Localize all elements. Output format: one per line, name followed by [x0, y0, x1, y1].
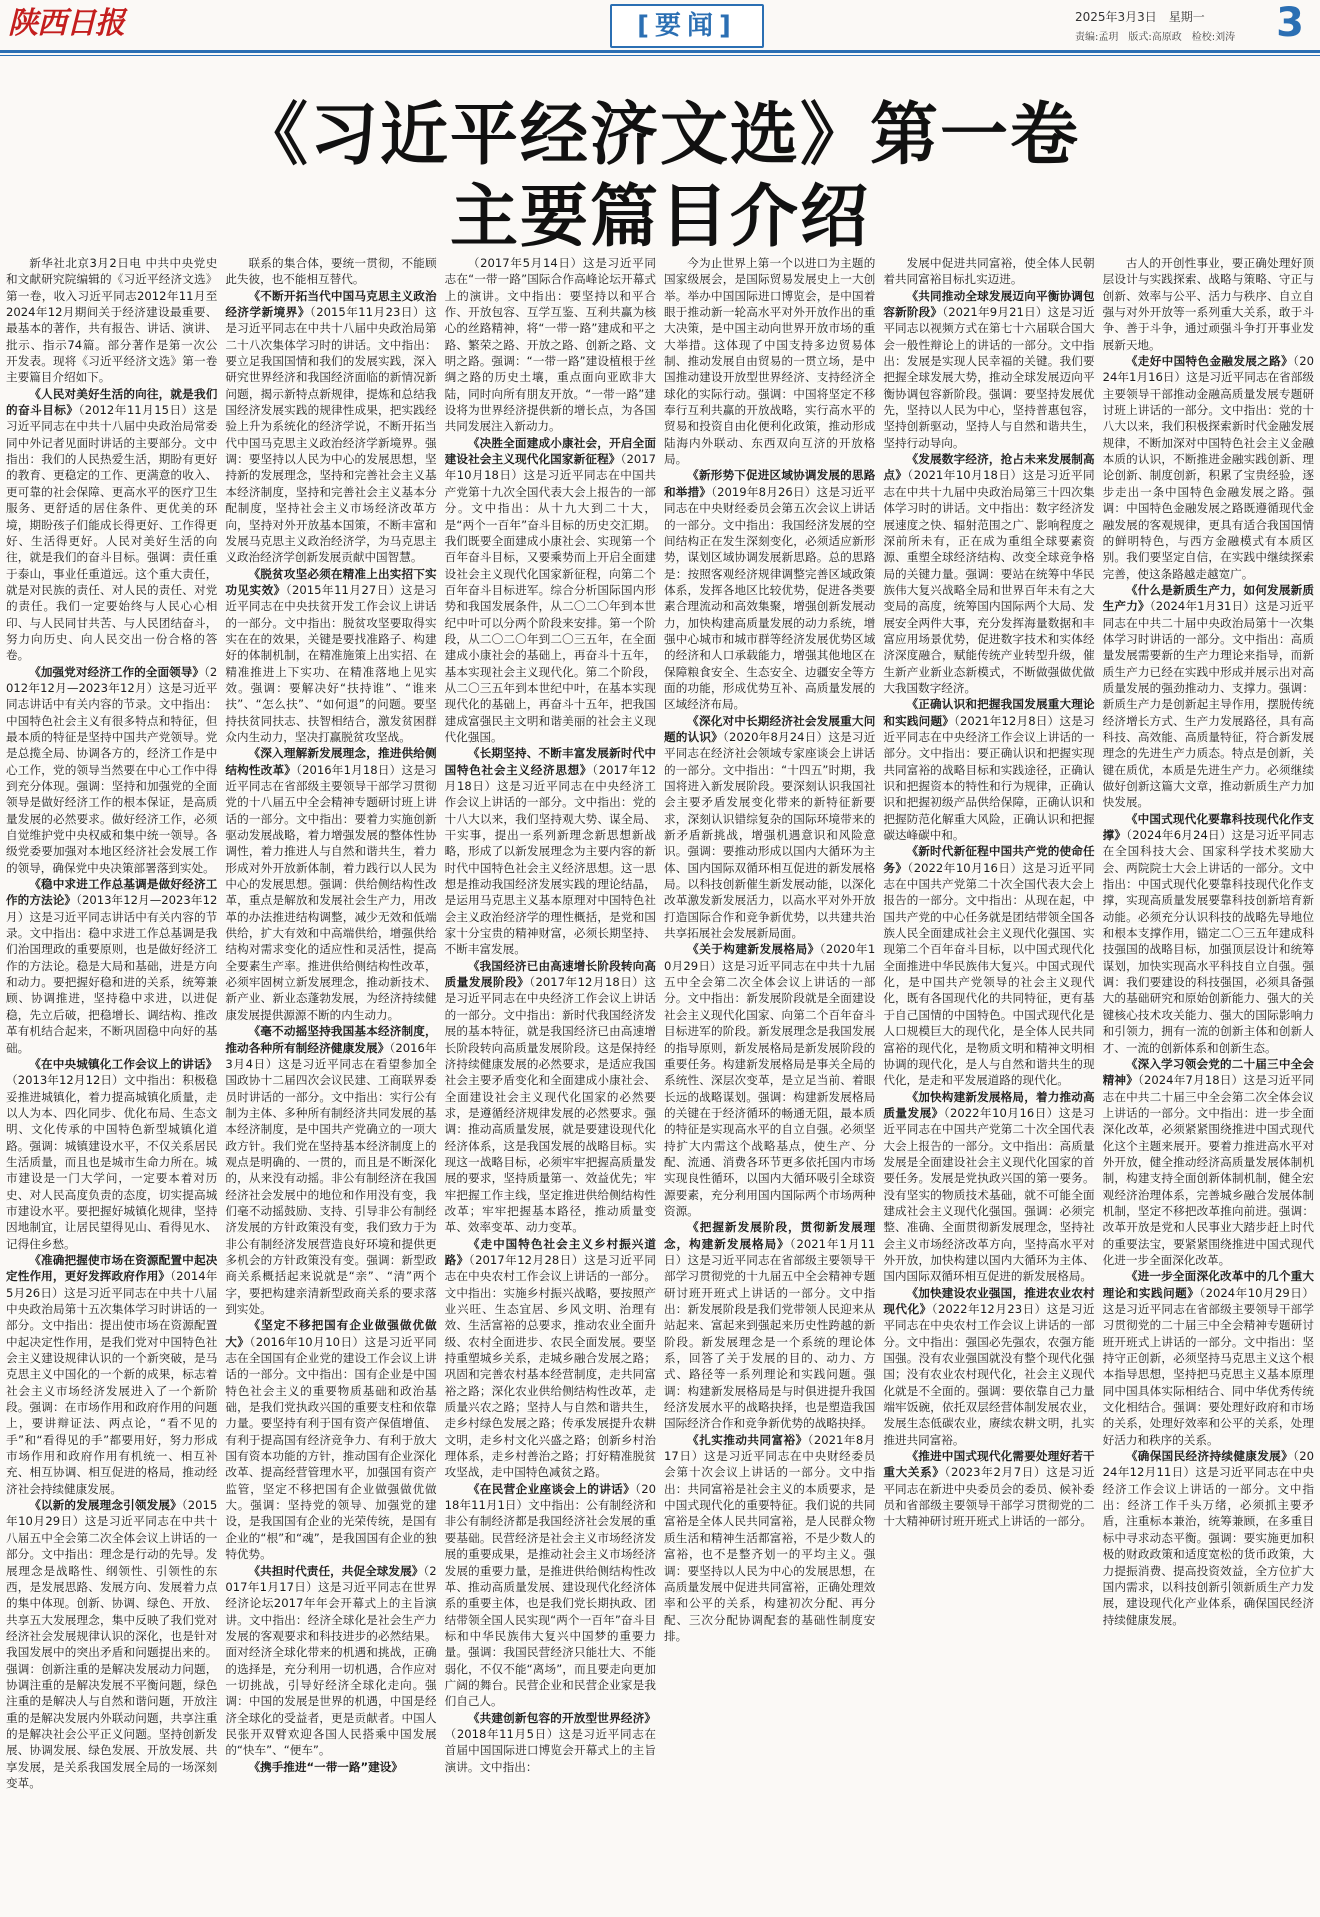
work-title: 《深化对中长期经济社会发展重大问题的认识》	[663, 713, 876, 744]
paragraph	[664, 941, 875, 1219]
paragraph-text: （2021年8月17日）这是习近平同志在中央财经委员会第十次会议上讲话的一部分。文中指出：共同富裕是社会主义的本质要求，是中国式现代化的重要特征。我们说的共同富裕是全体人民共同富裕，是人民群众物质生活和精神生活都富裕，不是少数人的富裕，也不是整齐划一的平均主义。强调：要坚持以人民为中心的发展思想，在高质量发展中促进共同富裕，正确处理效率和公平的关系，构建初次分配、再分配、三次分配协调配套的基础性制度安排。	[663, 1432, 876, 1643]
issue-date: 2025年3月3日 星期一	[1075, 10, 1205, 24]
paragraph	[445, 745, 656, 957]
paragraph-text: （2024年1月31日）这是习近平同志在中共二十届中央政治局第十一次集体学习时讲话的一部分。文中指出：高质量发展需要新的生产力理论来指导，而新质生产力已经在实践中形成并展示出对高质量发展的强劲推动力、支撑力。强调：新质生产力是创新起主导作用，摆脱传统经济增长方式、生产力发展路径，具有高科技、高效能、高质量特征，符合新发展理念的先进生产力质态。特点是创新，关键在质优，本质是先进生产力。必须继续做好创新这篇大文章，推动新质生产力加快发展。	[1102, 599, 1314, 810]
paragraph-text: （2017年12月18日）这是习近平同志在中央经济工作会议上讲话的一部分。文中指出：新时代我国经济发展的基本特征，就是我国经济已由高速增长阶段转向高质量发展阶段。这是保持经济持续健康发展的必然要求，是适应我国社会主要矛盾变化和全面建成小康社会、全面建设社会主义现代化国家的必然要求，是遵循经济规律发展的必然要求。强调：推动高质量发展，就是要建设现代化经济体系，这是我国发展的战略目标。实现这一战略目标，必须牢牢把握高质量发展的要求，坚持质量第一、效益优先；牢牢把握工作主线，坚定推进供给侧结构性改革；牢牢把握基本路径，推动质量变革、效率变革、动力变革。	[444, 975, 656, 1235]
paragraph	[1103, 1448, 1314, 1628]
work-title: 《深入学习领会党的二十届三中全会精神》	[1102, 1056, 1314, 1088]
masthead-logo: 陕西日报	[8, 6, 124, 41]
paragraph	[6, 255, 217, 386]
paragraph-text: 今为止世界上第一个以进口为主题的国家级展会，是国际贸易发展史上一大创举。举办中国国际进口博览会，是中国着眼于推动新一轮高水平对外开放作出的重大决策，是中国主动向世界开放市场的重大举措。这体现了中国支持多边贸易体制、推动发展自由贸易的一贯立场，是中国推动建设开放型世界经济、支持经济全球化的实际行动。强调：中国将坚定不移奉行互利共赢的开放战略，实行高水平的贸易和投资自由化便利化政策，推动形成陆海内外联动、东西双向互济的开放格局。	[663, 256, 876, 467]
work-title: 《推进中国式现代化需要处理好若干重大关系》	[883, 1449, 1095, 1480]
text-column	[6, 255, 217, 1910]
section-tag: [要闻]	[610, 4, 764, 48]
paragraph-text: （2021年12月8日）这是习近平同志在中央经济工作会议上讲话的一部分。文中指出：要正确认识和把握实现共同富裕的战略目标和实践途径，正确认识和把握资本的特性和行为规律，正确认识和把握初级产品供给保障，正确认识和把握防范化解重大风险，正确认识和把握碳达峰碳中和。	[883, 713, 1095, 843]
headline-line-2: 主要篇目介绍	[449, 178, 870, 257]
paragraph	[883, 1285, 1094, 1448]
paragraph-text: （2021年1月11日）这是习近平同志在省部级主要领导干部学习贯彻党的十九届五中全会精神专题研讨班开班式上讲话的一部分。文中指出：新发展阶段是我们党带领人民迎来从站起来、富起来到强起来历史性跨越的新阶段。新发展理念是一个系统的理论体系，回答了关于发展的目的、动力、方式、路径等一系列理论和实践问题。强调：构建新发展格局是与时俱进提升我国经济发展水平的战略抉择，也是塑造我国国际经济合作和竞争新优势的战略抉择。	[663, 1236, 876, 1431]
work-title: 《发展数字经济，抢占未来发展制高点》	[883, 452, 1095, 483]
paragraph-text: （2020年10月29日）这是习近平同志在中共十九届五中全会第二次全体会议上讲话的一部分。文中指出：新发展阶段就是全面建设社会主义现代化国家、向第二个百年奋斗目标进军的阶段。新发展理念是我国发展的指导原则，新发展格局是新发展阶段的重要任务。构建新发展格局是事关全局的系统性、深层次变革，是立足当前、着眼长远的战略谋划。强调：构建新发展格局的关键在于经济循环的畅通无阻，最本质的特征是实现高水平的自立自强。必须坚持扩大内需这个战略基点，使生产、分配、流通、消费各环节更多依托国内市场实现良性循环，以国内大循环吸引全球资源要素，充分利用国内国际两个市场两种资源。	[663, 942, 876, 1218]
work-title: 《加快建设农业强国，推进农业农村现代化》	[883, 1285, 1095, 1316]
work-title: 《深入理解新发展理念，推进供给侧结构性改革》	[225, 746, 437, 777]
paragraph	[1103, 1056, 1314, 1268]
paragraph-text: （2017年5月14日）这是习近平同志在“一带一路”国际合作高峰论坛开幕式上的演讲。文中指出：要坚持以和平合作、开放包容、互学互鉴、互利共赢为核心的丝路精神，将“一带一路”建成和平之路、繁荣之路、开放之路、创新之路、文明之路。强调：“一带一路”建设植根于丝绸之路的历史土壤，重点面向亚欧非大陆，同时向所有朋友开放。“一带一路”建设将为世界经济提供新的增长点，为各国共同发展注入新动力。	[444, 256, 656, 434]
paragraph-text: （2017年12月18日）这是习近平同志在中央经济工作会议上讲话的一部分。文中指出：党的十八大以来，我们坚持观大势、谋全局、干实事，提出一系列新理念新思想新战略，形成了以新发展理念为主要内容的新时代中国特色社会主义经济思想。这一思想是推动我国经济发展实践的理论结晶，是运用马克思主义基本原理对中国特色社会主义政治经济学的理性概括，是党和国家十分宝贵的精神财富，必须长期坚持、不断丰富发展。	[444, 762, 656, 957]
paragraph-text: （2024年1月16日）这是习近平同志在省部级主要领导干部推动金融高质量发展专题研讨班上讲话的一部分。文中指出：党的十八大以来，我们积极探索新时代金融发展规律，不断加深对中国特色社会主义金融本质的认识，不断推进金融实践创新、理论创新、制度创新，积累了宝贵经验，逐步走出一条中国特色金融发展之路。强调：中国特色金融发展之路既遵循现代金融发展的客观规律，更具有适合我国国情的鲜明特色，与西方金融模式有本质区别。我们要坚定自信，在实践中继续探索完善，使这条路越走越宽广。	[1102, 354, 1314, 581]
work-title: 《走中国特色社会主义乡村振兴道路》	[444, 1236, 656, 1267]
paragraph	[883, 288, 1094, 451]
paragraph	[445, 1236, 656, 1481]
paragraph-text: （2017年10月18日）这是习近平同志在中国共产党第十九次全国代表大会上报告的一部分。文中指出：从十九大到二十大，是“两个一百年”奋斗目标的历史交汇期。我们既要全面建成小康社会、实现第一个百年奋斗目标，又要乘势而上开启全面建设社会主义现代化国家新征程，向第二个百年奋斗目标进军。综合分析国际国内形势和我国发展条件，从二〇二〇年到本世纪中叶可以分两个阶段来安排。第一个阶段，从二〇二〇年到二〇三五年，在全面建成小康社会的基础上，再奋斗十五年，基本实现社会主义现代化。第二个阶段，从二〇三五年到本世纪中叶，在基本实现现代化的基础上，再奋斗十五年，把我国建成富强民主文明和谐美丽的社会主义现代化强国。	[444, 452, 656, 744]
paragraph	[225, 566, 436, 746]
text-column	[445, 255, 656, 1910]
paragraph-text: （2013年12月—2023年12月）这是习近平同志讲话中有关内容的节录。文中指出：稳中求进工作总基调是我们治国理政的重要原则，也是做好经济工作的方法论。稳是大局和基础，进是方向和动力。要把握好稳和进的关系，统筹兼顾、协调推进，坚持稳中求进，以进促稳，先立后破，把稳增长、调结构、推改革有机结合起来，不断巩固稳中向好的基础。	[6, 893, 218, 1055]
work-title: 《我国经济已由高速增长阶段转向高质量发展阶段》	[444, 958, 656, 990]
paragraph-text: （2012年12月—2023年12月）这是习近平同志讲话中有关内容的节录。文中指出：中国特色社会主义有很多特点和特征，但最本质的特征是坚持中国共产党领导。党是总揽全局、协调各方的，经济工作是中心工作，党的领导当然要在中心工作中得到充分体现。强调：坚持和加强党的全面领导是做好经济工作的根本保证，是高质量发展的必然要求。做好经济工作，必须自觉维护党中央权威和集中统一领导。各级党委要加强对本地区经济社会发展工作的领导，确保党中央决策部署落到实处。	[6, 664, 218, 875]
paragraph	[883, 696, 1094, 843]
header-rule	[0, 50, 1320, 53]
paragraph	[883, 1089, 1094, 1285]
work-title: 《扎实推动共同富裕》	[687, 1432, 808, 1447]
paragraph	[6, 386, 217, 664]
text-column	[1103, 255, 1314, 1910]
paragraph-text: （2016年10月10日）这是习近平同志在全国国有企业党的建设工作会议上讲话的一部分。文中指出：国有企业是中国特色社会主义的重要物质基础和政治基础，是我们党执政兴国的重要支柱和依靠力量。要坚持有利于国有资产保值增值、有利于提高国有经济竞争力、有利于放大国有资本功能的方针，推动国有企业深化改革、提高经营管理水平，加强国有资产监管，坚定不移把国有企业做强做优做大。强调：坚持党的领导、加强党的建设，是我国国有企业的光荣传统，是国有企业的“根”和“魂”，是我国国有企业的独特优势。	[225, 1334, 437, 1562]
work-title: 《共担时代责任，共促全球发展》	[248, 1563, 424, 1578]
paragraph-text: （2020年8月24日）这是习近平同志在经济社会领域专家座谈会上讲话的一部分。文中指出：“十四五”时期，我国将进入新发展阶段。要深刻认识我国社会主要矛盾发展变化带来的新特征新要求，深刻认识错综复杂的国际环境带来的新矛盾新挑战，增强机遇意识和风险意识。强调：要推动形成以国内大循环为主体、国内国际双循环相互促进的新发展格局。以科技创新催生新发展动能，以深化改革激发新发展活力，以高水平对外开放打造国际合作和竞争新优势，以共建共治共享拓展社会发展新局面。	[663, 729, 876, 941]
paragraph	[883, 843, 1094, 1088]
paragraph	[225, 745, 436, 1023]
work-title: 《把握新发展阶段，贯彻新发展理念，构建新发展格局》	[663, 1220, 876, 1251]
paragraph	[445, 435, 656, 746]
paragraph	[6, 664, 217, 876]
paragraph	[664, 467, 875, 712]
header-rule-thin	[0, 55, 1320, 56]
work-title: 《决胜全面建成小康社会，开启全面建设社会主义现代化国家新征程》	[444, 435, 656, 467]
paragraph-text: （2019年8月26日）这是习近平同志在中央财经委员会第五次会议上讲话的一部分。文中指出：我国经济发展的空间结构正在发生深刻变化，必须适应新形势，谋划区域协调发展新思路。总的思路是：按照客观经济规律调整完善区域政策体系，发挥各地区比较优势，促进各类要素合理流动和高效集聚，增强创新发展动力，加快构建高质量发展的动力系统，增强中心城市和城市群等经济发展优势区域的经济和人口承载能力，增强其他地区在保障粮食安全、生态安全、边疆安全等方面的功能，形成优势互补、高质量发展的区域经济布局。	[663, 484, 876, 712]
paragraph-text: （2021年10月18日）这是习近平同志在中共十九届中央政治局第三十四次集体学习时的讲话。文中指出：数字经济发展速度之快、辐射范围之广、影响程度之深前所未有，正在成为重组全球要素资源、重塑全球经济结构、改变全球竞争格局的关键力量。强调：要站在统筹中华民族伟大复兴战略全局和世界百年未有之大变局的高度，统筹国内国际两个大局、发展安全两件大事，充分发挥海量数据和丰富应用场景优势，促进数字技术和实体经济深度融合，赋能传统产业转型升级，催生新产业新业态新模式，不断做强做优做大我国数字经济。	[883, 468, 1095, 695]
paragraph-text: （2012年11月15日）这是习近平同志在中共十八届中央政治局常委同中外记者见面时讲话的主要部分。文中指出：我们的人民热爱生活，期盼有更好的教育、更稳定的工作、更满意的收入、更可靠的社会保障、更高水平的医疗卫生服务、更舒适的居住条件、更优美的环境，期盼孩子们能成长得更好、工作得更好、生活得更好。人民对美好生活的向往，就是我们的奋斗目标。强调：责任重于泰山，事业任重道远。这个重大责任，就是对民族的责任、对人民的责任、对党的责任。我们一定要始终与人民心心相印、与人民同甘共苦、与人民团结奋斗，努力向历史、向人民交出一份合格的答卷。	[6, 403, 218, 663]
work-title: 《什么是新质生产力，如何发展新质生产力》	[1102, 582, 1314, 614]
work-title: 《正确认识和把握我国发展重大理论和实践问题》	[883, 697, 1095, 728]
work-title: 《中国式现代化要靠科技现代化作支撑》	[1102, 811, 1314, 843]
paragraph-text: （2024年7月18日）这是习近平同志在中共二十届三中全会第二次全体会议上讲话的一部分。文中指出：进一步全面深化改革，必须紧紧围绕推进中国式现代化这个主题来展开。要着力推进高水平对外开放，健全推动经济高质量发展体制机制，构建支持全面创新体制机制，健全宏观经济治理体系，完善城乡融合发展体制机制，坚定不移把改革推向前进。强调：改革开放是党和人民事业大踏步赶上时代的重要法宝，要紧紧围绕推进中国式现代化进一步全面深化改革。	[1102, 1073, 1314, 1267]
paragraph	[664, 713, 875, 942]
work-title: 《进一步全面深化改革中的几个重大理论和实践问题》	[1102, 1269, 1314, 1300]
paragraph-text: （2022年10月16日）这是习近平同志在中国共产党第二十次全国代表大会上报告的一部分。文中指出：从现在起，中国共产党的中心任务就是团结带领全国各族人民全面建成社会主义现代化强国、实现第二个百年奋斗目标，以中国式现代化全面推进中华民族伟大复兴。中国式现代化，是中国共产党领导的社会主义现代化，既有各国现代化的共同特征，更有基于自己国情的中国特色。中国式现代化是人口规模巨大的现代化，是全体人民共同富裕的现代化，是物质文明和精神文明相协调的现代化，是人与自然和谐共生的现代化，是走和平发展道路的现代化。	[883, 860, 1095, 1088]
paragraph	[664, 1219, 875, 1431]
editor-credits: 责编:孟玥 版式:高原政 检校:刘涛	[1075, 32, 1236, 43]
work-title: 《坚定不移把国有企业做强做优做大》	[225, 1318, 437, 1349]
paragraph-text: （2017年1月17日）这是习近平同志在世界经济论坛2017年年会开幕式上的主旨演讲。文中指出：经济全球化是社会生产力发展的客观要求和科技进步的必然结果。面对经济全球化带来的机遇和挑战，正确的选择是，充分利用一切机遇，合作应对一切挑战，引导好经济全球化走向。强调：中国的发展是世界的机遇，中国是经济全球化的受益者，更是贡献者。中国人民张开双臂欢迎各国人民搭乘中国发展的“快车”、“便车”。	[225, 1563, 437, 1758]
paragraph	[1103, 255, 1314, 353]
paragraph	[225, 1023, 436, 1317]
work-title: 《携手推进“一带一路”建设》	[248, 1759, 403, 1774]
paragraph-text: （2016年1月18日）这是习近平同志在省部级主要领导干部学习贯彻党的十八届五中全会精神专题研讨班上讲话的一部分。文中指出：要着力实施创新驱动发展战略，着力增强发展的整体性协调性，着力推进人与自然和谐共生，着力形成对外开放新体制，着力践行以人民为中心的发展思想。强调：供给侧结构性改革，重点是解放和发展社会生产力，用改革的办法推进结构调整，减少无效和低端供给，扩大有效和中高端供给，增强供给结构对需求变化的适应性和灵活性，提高全要素生产率。推进供给侧结构性改革，必须牢固树立新发展理念，推动新技术、新产业、新业态蓬勃发展，为经济持续健康发展提供源源不断的内生动力。	[225, 762, 437, 1022]
paragraph	[6, 876, 217, 1056]
paragraph-text: （2018年11月5日）这是习近平同志在首届中国国际进口博览会开幕式上的主旨演讲。文中指出：	[444, 1726, 656, 1774]
paragraph	[664, 1432, 875, 1644]
work-title: 《共同推动全球发展迈向平衡协调包容新阶段》	[883, 288, 1095, 320]
paragraph	[225, 255, 436, 288]
text-column	[883, 255, 1094, 1910]
paragraph-text: （2024年10月29日）这是习近平同志在省部级主要领导干部学习贯彻党的二十届三中全会精神专题研讨班开班式上讲话的一部分。文中指出：坚持守正创新，必须坚持马克思主义这个根本指导思想，坚持把马克思主义基本原理同中国具体实际相结合、同中华优秀传统文化相结合。强调：要处理好政府和市场的关系，处理好效率和公平的关系，处理好活力和秩序的关系。	[1102, 1285, 1314, 1447]
paragraph-text: 发展中促进共同富裕，使全体人民朝着共同富裕目标扎实迈进。	[883, 256, 1095, 287]
paragraph	[883, 1448, 1094, 1530]
paragraph	[445, 255, 656, 435]
paragraph-text: 联系的集合体，要统一贯彻，不能顾此失彼，也不能相互替代。	[225, 256, 437, 287]
text-column	[664, 255, 875, 1910]
paragraph	[1103, 1268, 1314, 1448]
paragraph	[6, 1252, 217, 1497]
paragraph-text: （2013年12月12日）文中指出：积极稳妥推进城镇化，着力提高城镇化质量，走以人为本、四化同步、优化布局、生态文明、文化传承的中国特色新型城镇化道路。强调：城镇建设水平，不仅关系居民生活质量，而且也是城市生命力所在。城市建设是一门大学问，一定要本着对历史、对人民高度负责的态度，切实提高城市建设水平。要把握好城镇化规律，坚持因地制宜，让居民望得见山、看得见水、记得住乡愁。	[6, 1073, 218, 1251]
paragraph	[6, 1497, 217, 1791]
work-title: 《毫不动摇坚持我国基本经济制度，推动各种所有制经济健康发展》	[225, 1024, 437, 1055]
paragraph-text: 古人的开创性事业，要正确处理好顶层设计与实践探索、战略与策略、守正与创新、效率与公平、活力与秩序、自立自强与对外开放等一系列重大关系，敢于斗争、善于斗争，通过顽强斗争打开事业发展新天地。	[1102, 256, 1314, 352]
paragraph-text: （2015年10月29日）这是习近平同志在中共十八届五中全会第二次全体会议上讲话的一部分。文中指出：理念是行动的先导。发展理念是战略性、纲领性、引领性的东西，是发展思路、发展方向、发展着力点的集中体现。创新、协调、绿色、开放、共享五大发展理念，集中反映了我们党对经济社会发展规律认识的深化，也是针对我国发展中的突出矛盾和问题提出来的。强调：创新注重的是解决发展动力问题，协调注重的是解决发展不平衡问题，绿色注重的是解决人与自然和谐问题，开放注重的是解决发展内外联动问题，共享注重的是解决社会公平正义问题。坚持创新发展、协调发展、绿色发展、开放发展、共享发展，是关系我国发展全局的一场深刻变革。	[6, 1498, 218, 1790]
work-title: 《人民对美好生活的向往，就是我们的奋斗目标》	[6, 386, 218, 418]
paragraph-text: （2024年12月11日）这是习近平同志在中央经济工作会议上讲话的一部分。文中指出：经济工作千头万绪，必须抓主要矛盾，注重标本兼治，统筹兼顾，在多重目标中寻求动态平衡。强调：要实施更加积极的财政政策和适度宽松的货币政策，大力提振消费、提高投资效益，全方位扩大国内需求，以科技创新引领新质生产力发展，建设现代化产业体系，确保国民经济持续健康发展。	[1102, 1449, 1314, 1627]
work-title: 《长期坚持、不断丰富发展新时代中国特色社会主义经济思想》	[444, 746, 656, 777]
paragraph-text: （2017年12月28日）这是习近平同志在中央农村工作会议上讲话的一部分。文中指出：实施乡村振兴战略，要按照产业兴旺、生态宜居、乡风文明、治理有效、生活富裕的总要求，推动农业全面升级、农村全面进步、农民全面发展。要坚持重塑城乡关系，走城乡融合发展之路；巩固和完善农村基本经营制度，走共同富裕之路；深化农业供给侧结构性改革，走质量兴农之路；坚持人与自然和谐共生，走乡村绿色发展之路；传承发展提升农耕文明，走乡村文化兴盛之路；创新乡村治理体系，走乡村善治之路；打好精准脱贫攻坚战，走中国特色减贫之路。	[444, 1252, 656, 1480]
paragraph-text: （2024年6月24日）这是习近平同志在全国科技大会、国家科学技术奖励大会、两院院士大会上讲话的一部分。文中指出：中国式现代化要靠科技现代化作支撑，实现高质量发展要靠科技创新培育新动能。必须充分认识科技的战略先导地位和根本支撑作用，锚定二〇三五年建成科技强国的战略目标，加强顶层设计和统筹谋划，加快实现高水平科技自立自强。强调：我们要建设的科技强国，必须具备强大的基础研究和原始创新能力、强大的关键核心技术攻关能力、强大的国际影响力和引领力，拥有一流的创新主体和创新人才、一流的创新体系和创新生态。	[1102, 828, 1314, 1055]
paragraph	[225, 1563, 436, 1759]
paragraph-text: （2022年10月16日）这是习近平同志在中国共产党第二十次全国代表大会上报告的一部分。文中指出：高质量发展是全面建设社会主义现代化国家的首要任务。发展是党执政兴国的第一要务。没有坚实的物质技术基础，就不可能全面建成社会主义现代化强国。强调：必须完整、准确、全面贯彻新发展理念，坚持社会主义市场经济改革方向，坚持高水平对外开放，加快构建以国内大循环为主体、国内国际双循环相互促进的新发展格局。	[883, 1105, 1095, 1284]
article-body	[6, 255, 1314, 1910]
paragraph-text: （2023年2月7日）这是习近平同志在新进中央委员会的委员、候补委员和省部级主要领导干部学习贯彻党的二十大精神研讨班开班式上讲话的一部分。	[883, 1465, 1095, 1529]
work-title: 《共建创新包容的开放型世界经济》	[467, 1710, 656, 1725]
work-title: 《走好中国特色金融发展之路》	[1125, 354, 1294, 369]
paragraph	[445, 1481, 656, 1710]
work-title: 《不断开拓当代中国马克思主义政治经济学新境界》	[225, 288, 437, 320]
paragraph	[883, 451, 1094, 696]
page-number: 3	[1276, 0, 1304, 46]
section-label: 要闻	[654, 11, 719, 41]
work-title: 《准确把握使市场在资源配置中起决定性作用，更好发挥政府作用》	[6, 1252, 218, 1284]
paragraph	[1103, 811, 1314, 1056]
text-column	[225, 255, 436, 1910]
paragraph	[225, 1317, 436, 1562]
paragraph-text: （2015年11月23日）这是习近平同志在中共十八届中央政治局第二十八次集体学习时的讲话。文中指出：要立足我国国情和我们的发展实践，深入研究世界经济和我国经济面临的新情况新问题，揭示新特点新规律，提炼和总结我国经济发展实践的规律性成果，把实践经验上升为系统化的经济学说，不断开拓当代中国马克思主义政治经济学新境界。强调：要坚持以人民为中心的发展思想，坚持新的发展理念，坚持和完善社会主义基本经济制度，坚持和完善社会主义基本分配制度，坚持社会主义市场经济改革方向，坚持对外开放基本国策，不断丰富和发展马克思主义政治经济学，为马克思主义政治经济学创新发展贡献中国智慧。	[225, 305, 437, 565]
paragraph-text: （2015年11月27日）这是习近平同志在中央扶贫开发工作会议上讲话的一部分。文中指出：脱贫攻坚要取得实实在在的效果，关键是要找准路子、构建好的体制机制，在精准施策上出实招、在精准推进上下实功、在精准落地上见实效。强调：要解决好“扶持谁”、“谁来扶”、“怎么扶”、“如何退”的问题。要坚持扶贫同扶志、扶智相结合，激发贫困群众内生动力，坚决打赢脱贫攻坚战。	[225, 582, 437, 744]
paragraph	[445, 958, 656, 1236]
work-title: 《确保国民经济持续健康发展》	[1125, 1449, 1294, 1464]
paragraph-text: （2022年12月23日）这是习近平同志在中央农村工作会议上讲话的一部分。文中指出：强国必先强农，农强方能国强。没有农业强国就没有整个现代化强国；没有农业农村现代化，社会主义现代化就是不全面的。强调：要依靠自己力量端牢饭碗，依托双层经营体制发展农业，发展生态低碳农业，赓续农耕文明，扎实推进共同富裕。	[883, 1302, 1095, 1447]
headline-line-1: 《习近平经济文选》第一卷	[239, 96, 1080, 175]
paragraph	[1103, 582, 1314, 811]
article-headline	[0, 95, 1320, 259]
paragraph	[6, 1056, 217, 1252]
work-title: 《脱贫攻坚必须在精准上出实招下实功见实效》	[225, 566, 437, 597]
work-title: 《新形势下促进区域协调发展的思路和举措》	[663, 468, 876, 499]
work-title: 《以新的发展理念引领发展》	[29, 1498, 182, 1513]
paragraph	[1103, 353, 1314, 582]
paragraph-text: （2016年3月4日）这是习近平同志在看望参加全国政协十二届四次会议民建、工商联界委员时讲话的一部分。文中指出：实行公有制为主体、多种所有制经济共同发展的基本经济制度，是中国共产党确立的一项大政方针。我们党在坚持基本经济制度上的观点是明确的、一贯的，而且是不断深化的，从来没有动摇。非公有制经济在我国经济社会发展中的地位和作用没有变，我们毫不动摇鼓励、支持、引导非公有制经济发展的方针政策没有变，我们致力于为非公有制经济发展营造良好环境和提供更多机会的方针政策没有变。强调：新型政商关系概括起来说就是“亲”、“清”两个字，要把构建亲清新型政商关系的要求落到实处。	[225, 1040, 437, 1316]
work-title: 《加强党对经济工作的全面领导》	[29, 664, 205, 679]
paragraph	[664, 255, 875, 467]
paragraph	[883, 255, 1094, 288]
paragraph-text: 新华社北京3月2日电 中共中央党史和文献研究院编辑的《习近平经济文选》第一卷，收入习近平同志2012年11月至2024年12月期间关于经济建设最重要、最基本的著作，共有报告、讲话、演讲、批示、指示74篇。部分著作是第一次公开发表。现将《习近平经济文选》第一卷主要篇目介绍如下。	[6, 256, 218, 385]
work-title: 《在中央城镇化工作会议上的讲话》	[29, 1056, 218, 1071]
work-title: 《加快构建新发展格局，着力推动高质量发展》	[883, 1089, 1095, 1120]
work-title: 《稳中求进工作总基调是做好经济工作的方法论》	[6, 877, 218, 908]
paragraph-text: （2018年11月1日）文中指出：公有制经济和非公有制经济都是我国经济社会发展的重要基础。民营经济是社会主义市场经济发展的重要成果，是推动社会主义市场经济发展的重要力量，是推进供给侧结构性改革、推动高质量发展、建设现代化经济体系的重要主体，也是我们党长期执政、团结带领全国人民实现“两个一百年”奋斗目标和中华民族伟大复兴中国梦的重要力量。强调：我国民营经济只能壮大、不能弱化，不仅不能“离场”，而且要走向更加广阔的舞台。民营企业和民营企业家是我们自己人。	[444, 1481, 656, 1709]
work-title: 《新时代新征程中国共产党的使命任务》	[883, 844, 1095, 875]
paragraph-text: （2021年9月21日）这是习近平同志以视频方式在第七十六届联合国大会一般性辩论上的讲话的一部分。文中指出：发展是实现人民幸福的关键。我们要把握全球发展大势，推动全球发展迈向平衡协调包容新阶段。强调：要坚持发展优先，坚持以人民为中心，坚持普惠包容，坚持创新驱动，坚持人与自然和谐共生，坚持行动导向。	[883, 305, 1095, 450]
work-title: 《关于构建新发展格局》	[687, 942, 820, 957]
paragraph	[445, 1710, 656, 1775]
paragraph	[225, 1759, 436, 1775]
paragraph-text: （2014年5月26日）这是习近平同志在中共十八届中央政治局第十五次集体学习时讲话的一部分。文中指出：提出使市场在资源配置中起决定性作用，是我们党对中国特色社会主义建设规律认识的一个新突破，是马克思主义中国化的一个新的成果，标志着社会主义市场经济发展进入了一个新阶段。强调：在市场作用和政府作用的问题上，要讲辩证法、两点论，“看不见的手”和“看得见的手”都要用好，努力形成市场作用和政府作用有机统一、相互补充、相互协调、相互促进的格局，推动经济社会持续健康发展。	[6, 1269, 218, 1496]
work-title: 《在民营企业座谈会上的讲话》	[467, 1481, 636, 1496]
paragraph	[225, 288, 436, 566]
